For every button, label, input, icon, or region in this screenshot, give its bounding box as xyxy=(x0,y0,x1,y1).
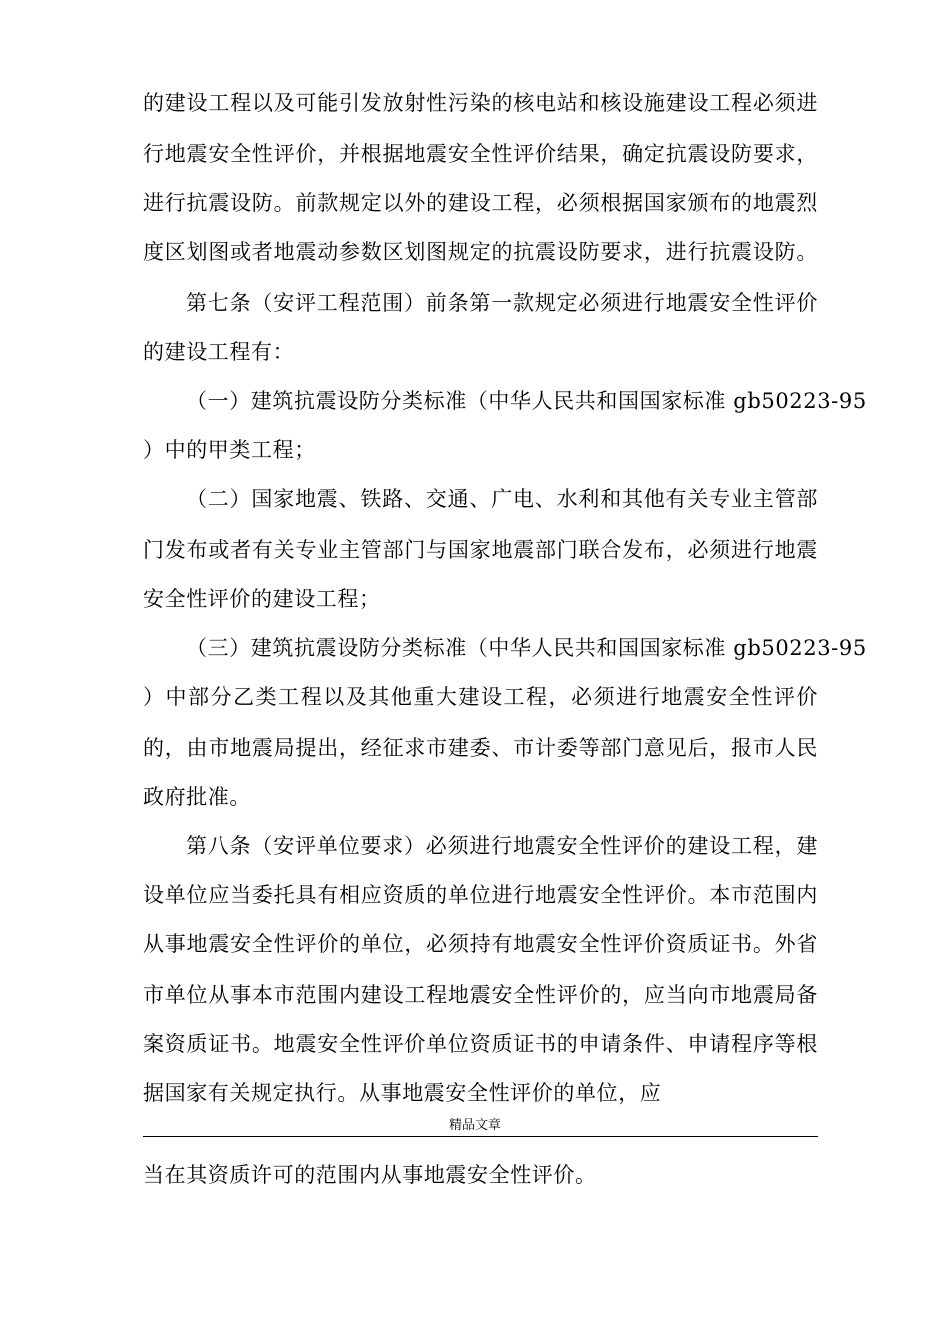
text-line: 进行抗震设防。前款规定以外的建设工程，必须根据国家颁布的地震烈 xyxy=(143,191,818,215)
text-line: ）中部分乙类工程以及其他重大建设工程，必须进行地震安全性评价 xyxy=(143,685,818,709)
text-line: 市单位从事本市范围内建设工程地震安全性评价的，应当向市地震局备 xyxy=(143,983,818,1007)
list-item-1: （一）建筑抗震设防分类标准（中华人民共和国国家标准 gb50223-95 xyxy=(186,389,867,413)
article-8-heading: 第八条（安评单位要求）必须进行地震安全性评价的建设工程，建 xyxy=(186,834,818,858)
text-line: 行地震安全性评价，并根据地震安全性评价结果，确定抗震设防要求， xyxy=(143,142,818,166)
page-footer-label: 精品文章 xyxy=(448,1118,501,1133)
text-line: 据国家有关规定执行。从事地震安全性评价的单位，应 xyxy=(143,1081,662,1105)
list-item-3: （三）建筑抗震设防分类标准（中华人民共和国国家标准 gb50223-95 xyxy=(186,636,867,660)
text-line: 安全性评价的建设工程； xyxy=(143,587,381,611)
text-line: 的建设工程以及可能引发放射性污染的核电站和核设施建设工程必须进 xyxy=(143,91,818,115)
text-line: ）中的甲类工程； xyxy=(143,438,316,462)
page-divider xyxy=(143,1136,818,1137)
text-line: 从事地震安全性评价的单位，必须持有地震安全性评价资质证书。外省 xyxy=(143,932,818,956)
text-line: 的建设工程有： xyxy=(143,340,295,364)
text-line: 当在其资质许可的范围内从事地震安全性评价。 xyxy=(143,1163,597,1187)
text-line: 度区划图或者地震动参数区划图规定的抗震设防要求，进行抗震设防。 xyxy=(143,240,818,264)
text-line: 政府批准。 xyxy=(143,785,251,809)
text-line: 案资质证书。地震安全性评价单位资质证书的申请条件、申请程序等根 xyxy=(143,1032,818,1056)
text-line: 门发布或者有关专业主管部门与国家地震部门联合发布，必须进行地震 xyxy=(143,538,818,562)
list-item-2: （二）国家地震、铁路、交通、广电、水利和其他有关专业主管部 xyxy=(186,487,818,511)
text-line: 设单位应当委托具有相应资质的单位进行地震安全性评价。本市范围内 xyxy=(143,883,818,907)
article-7-heading: 第七条（安评工程范围）前条第一款规定必须进行地震安全性评价 xyxy=(186,291,818,315)
text-line: 的，由市地震局提出，经征求市建委、市计委等部门意见后，报市人民 xyxy=(143,736,818,760)
